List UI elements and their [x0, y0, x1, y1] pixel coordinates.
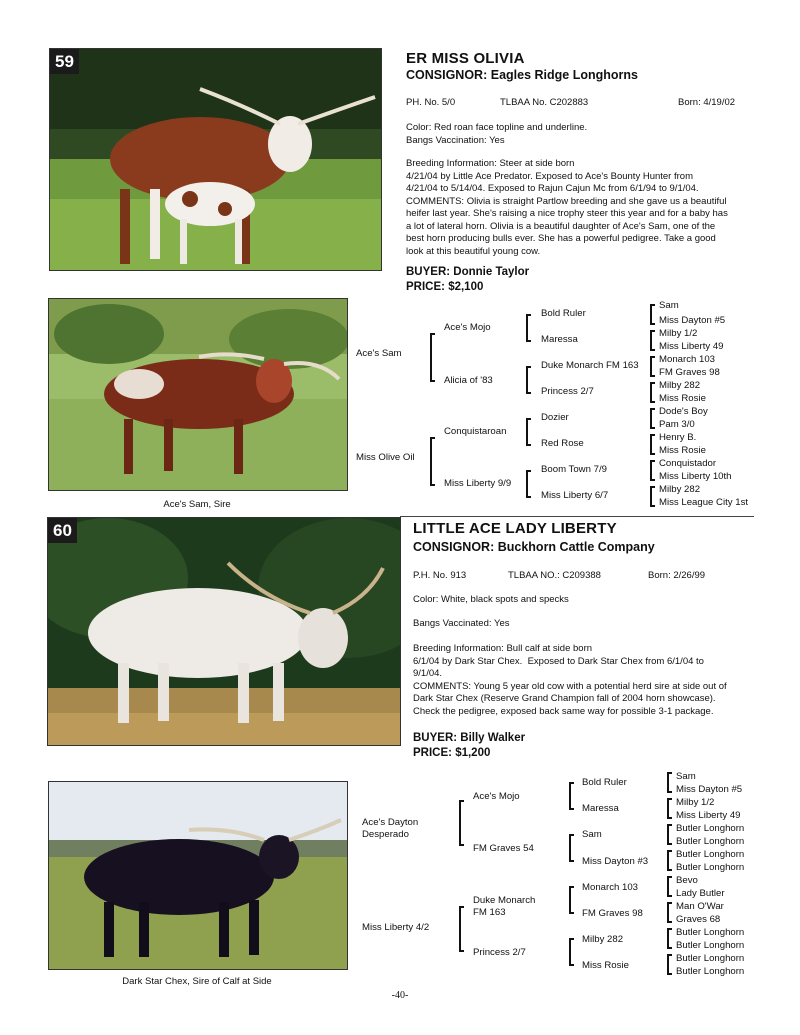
pedigree-g4: Sam	[659, 300, 679, 311]
pedigree-bracket	[569, 938, 574, 966]
pedigree-g4: Butler Longhorn	[676, 862, 745, 873]
lot-60-sire-caption: Dark Star Chex, Sire of Calf at Side	[122, 976, 272, 987]
pedigree-g3: Milby 282	[582, 934, 624, 945]
lot-59-bangs: Bangs Vaccination: Yes	[406, 135, 505, 146]
lot-60-color: Color: White, black spots and specks	[413, 594, 569, 605]
pedigree-g4: Milby 1/2	[659, 328, 698, 339]
pedigree-g4: Miss Liberty 10th	[659, 471, 732, 482]
price-label: PRICE:	[413, 747, 452, 759]
pedigree-bracket	[526, 366, 531, 394]
lot-59-price	[406, 280, 483, 295]
pedigree-g4: Miss Dayton #5	[676, 784, 743, 795]
buyer-name: Donnie Taylor	[453, 266, 530, 278]
buyer-label: BUYER:	[413, 732, 458, 744]
lot-59-sire-photo	[48, 298, 348, 491]
pedigree-g4: Miss Dayton #5	[659, 315, 726, 326]
pedigree-bracket	[430, 333, 435, 382]
pedigree-g4: Pam 3/0	[659, 419, 695, 430]
pedigree-sire: Ace's Dayton Desperado	[362, 817, 419, 840]
lot-59-sire-caption: Ace's Sam, Sire	[163, 499, 231, 510]
pedigree-bracket	[569, 782, 574, 810]
pedigree-bracket	[650, 460, 655, 481]
pedigree-g2: Conquistaroan	[444, 426, 507, 437]
pedigree-g4: Milby 282	[659, 484, 701, 495]
lot-59-consignor	[406, 68, 638, 82]
pedigree-bracket	[459, 906, 464, 952]
lot-59-ph-no: PH. No. 5/0	[406, 97, 456, 108]
buyer-name: Billy Walker	[460, 732, 526, 744]
lot-number-badge: 59	[50, 49, 79, 74]
pedigree-sire: Ace's Sam	[356, 348, 402, 359]
lot-60-breeding-info: Breeding Information: Bull calf at side born 6/1/04 by Dark Star Chex. Exposed to Dark Star Chex from 6/1/04 to 9/1/04. COMMENTS: Young 5 year old cow with a potential herd sire at side out of Dark Star Chex (Reserve Grand Champion fall of 2004 horn showcase). Check the pedigree, exposed back same way for possible 3-1 package.	[413, 643, 727, 717]
pedigree-g3: Princess 2/7	[541, 386, 594, 397]
pedigree-g4: Sam	[676, 771, 696, 782]
pedigree-g4: Milby 1/2	[676, 797, 715, 808]
pedigree-g4: FM Graves 98	[659, 367, 720, 378]
lot-60-sire-photo	[48, 781, 348, 970]
pedigree-g4: Miss Liberty 49	[659, 341, 724, 352]
pedigree-g2: Ace's Mojo	[444, 322, 491, 333]
pedigree-g4: Miss League City 1st	[659, 497, 749, 508]
pedigree-g4: Henry B.	[659, 432, 697, 443]
lot-60-title: LITTLE ACE LADY LIBERTY	[413, 520, 617, 537]
pedigree-g2: Ace's Mojo	[473, 791, 520, 802]
pedigree-g3: Sam	[582, 829, 602, 840]
pedigree-g4: Man O'War	[676, 901, 724, 912]
pedigree-bracket	[430, 437, 435, 486]
pedigree-bracket	[667, 824, 672, 845]
pedigree-g4: Butler Longhorn	[676, 940, 745, 951]
lot-60-tlbaa: TLBAA NO.: C209388	[508, 570, 601, 581]
lot-60-price	[413, 746, 490, 761]
pedigree-bracket	[667, 772, 672, 793]
pedigree-g4: Bevo	[676, 875, 698, 886]
lot-59-breeding-info: Breeding Information: Steer at side born 4/21/04 by Little Ace Predator. Exposed to Ace's Bounty Hunter from 4/21/04 to 5/14/04. Exposed to Rajun Cajun Mc from 6/1/94 to 9/1/04. COMMENTS: Olivia is straight Partlow breeding and she gave us a beautiful heifer last year. She's raising a nice trophy steer this year and for a baby has a lot of lateral horn. Olivia is a beautiful daughter of Ace's Sam, one of the best horn producing bulls ever. She has a powerful pedigree. Take a good look at this beautiful young cow.	[406, 158, 728, 257]
lot-60-photo	[47, 517, 401, 746]
lot-60-born: Born: 2/26/99	[648, 570, 706, 581]
pedigree-bracket	[667, 954, 672, 975]
pedigree-bracket	[667, 928, 672, 949]
consignor-name: Eagles Ridge Longhorns	[490, 68, 638, 82]
buyer-label: BUYER:	[406, 266, 451, 278]
pedigree-g4: Butler Longhorn	[676, 849, 745, 860]
pedigree-bracket	[667, 876, 672, 897]
pedigree-g3: Boom Town 7/9	[541, 464, 607, 475]
consignor-label: CONSIGNOR:	[406, 68, 488, 82]
pedigree-dam: Miss Olive Oil	[356, 452, 415, 463]
pedigree-g3: Maressa	[582, 803, 619, 814]
pedigree-g3: Bold Ruler	[582, 777, 627, 788]
lot-59-born: Born: 4/19/02	[678, 97, 736, 108]
pedigree-g4: Butler Longhorn	[676, 836, 745, 847]
pedigree-g3: Monarch 103	[582, 882, 638, 893]
pedigree-bracket	[526, 314, 531, 342]
pedigree-g3: FM Graves 98	[582, 908, 643, 919]
pedigree-bracket	[569, 834, 574, 862]
pedigree-g3: Dozier	[541, 412, 569, 423]
pedigree-g4: Lady Butler	[676, 888, 725, 899]
pedigree-bracket	[650, 330, 655, 351]
pedigree-bracket	[526, 470, 531, 498]
section-divider	[400, 516, 754, 517]
consignor-label: CONSIGNOR:	[413, 540, 495, 554]
pedigree-g4: Butler Longhorn	[676, 966, 745, 977]
pedigree-g2: Princess 2/7	[473, 947, 526, 958]
pedigree-g2: Miss Liberty 9/9	[444, 478, 512, 489]
pedigree-bracket	[650, 304, 655, 325]
price-label: PRICE:	[406, 281, 445, 293]
pedigree-bracket	[650, 356, 655, 377]
pedigree-g3: Maressa	[541, 334, 578, 345]
pedigree-bracket	[526, 418, 531, 446]
lot-59-color: Color: Red roan face topline and underline.	[406, 122, 588, 133]
lot-59-title: ER MISS OLIVIA	[406, 50, 525, 67]
cow-image	[48, 518, 400, 745]
pedigree-g4: Miss Rosie	[659, 393, 706, 404]
pedigree-g4: Miss Rosie	[659, 445, 706, 456]
pedigree-bracket	[650, 408, 655, 429]
pedigree-g4: Butler Longhorn	[676, 927, 745, 938]
pedigree-bracket	[650, 486, 655, 507]
sire-image	[49, 782, 347, 969]
price-value: $2,100	[448, 281, 484, 293]
sire-image	[49, 299, 347, 490]
pedigree-bracket	[667, 850, 672, 871]
pedigree-g3: Miss Dayton #3	[582, 856, 649, 867]
pedigree-g4: Milby 282	[659, 380, 701, 391]
pedigree-bracket	[650, 382, 655, 403]
pedigree-bracket	[667, 798, 672, 819]
lot-60-bangs: Bangs Vaccinated: Yes	[413, 618, 510, 629]
cow-and-calf-image	[50, 49, 381, 270]
pedigree-g4: Graves 68	[676, 914, 721, 925]
pedigree-g4: Conquistador	[659, 458, 717, 469]
consignor-name: Buckhorn Cattle Company	[497, 540, 655, 554]
page-number: -40-	[391, 990, 409, 1001]
pedigree-dam: Miss Liberty 4/2	[362, 922, 430, 933]
lot-number-badge: 60	[48, 518, 77, 543]
pedigree-bracket	[650, 434, 655, 455]
pedigree-g2: Alicia of '83	[444, 375, 493, 386]
pedigree-g2: FM Graves 54	[473, 843, 534, 854]
pedigree-g4: Miss Liberty 49	[676, 810, 741, 821]
pedigree-g4: Butler Longhorn	[676, 953, 745, 964]
pedigree-g3: Duke Monarch FM 163	[541, 360, 639, 371]
lot-59-buyer	[406, 265, 529, 280]
lot-60-ph-no: P.H. No. 913	[413, 570, 467, 581]
pedigree-g3: Miss Rosie	[582, 960, 629, 971]
pedigree-g3: Bold Ruler	[541, 308, 586, 319]
pedigree-g4: Monarch 103	[659, 354, 715, 365]
pedigree-bracket	[459, 800, 464, 846]
lot-59-tlbaa: TLBAA No. C202883	[500, 97, 589, 108]
pedigree-g3: Red Rose	[541, 438, 584, 449]
lot-60-buyer	[413, 731, 525, 746]
price-value: $1,200	[455, 747, 491, 759]
pedigree-g3: Miss Liberty 6/7	[541, 490, 609, 501]
lot-60-consignor	[413, 540, 655, 554]
lot-59-photo	[49, 48, 382, 271]
pedigree-g4: Butler Longhorn	[676, 823, 745, 834]
pedigree-bracket	[569, 886, 574, 914]
pedigree-g2: Duke Monarch FM 163	[473, 895, 536, 918]
pedigree-g4: Dode's Boy	[659, 406, 708, 417]
pedigree-bracket	[667, 902, 672, 923]
